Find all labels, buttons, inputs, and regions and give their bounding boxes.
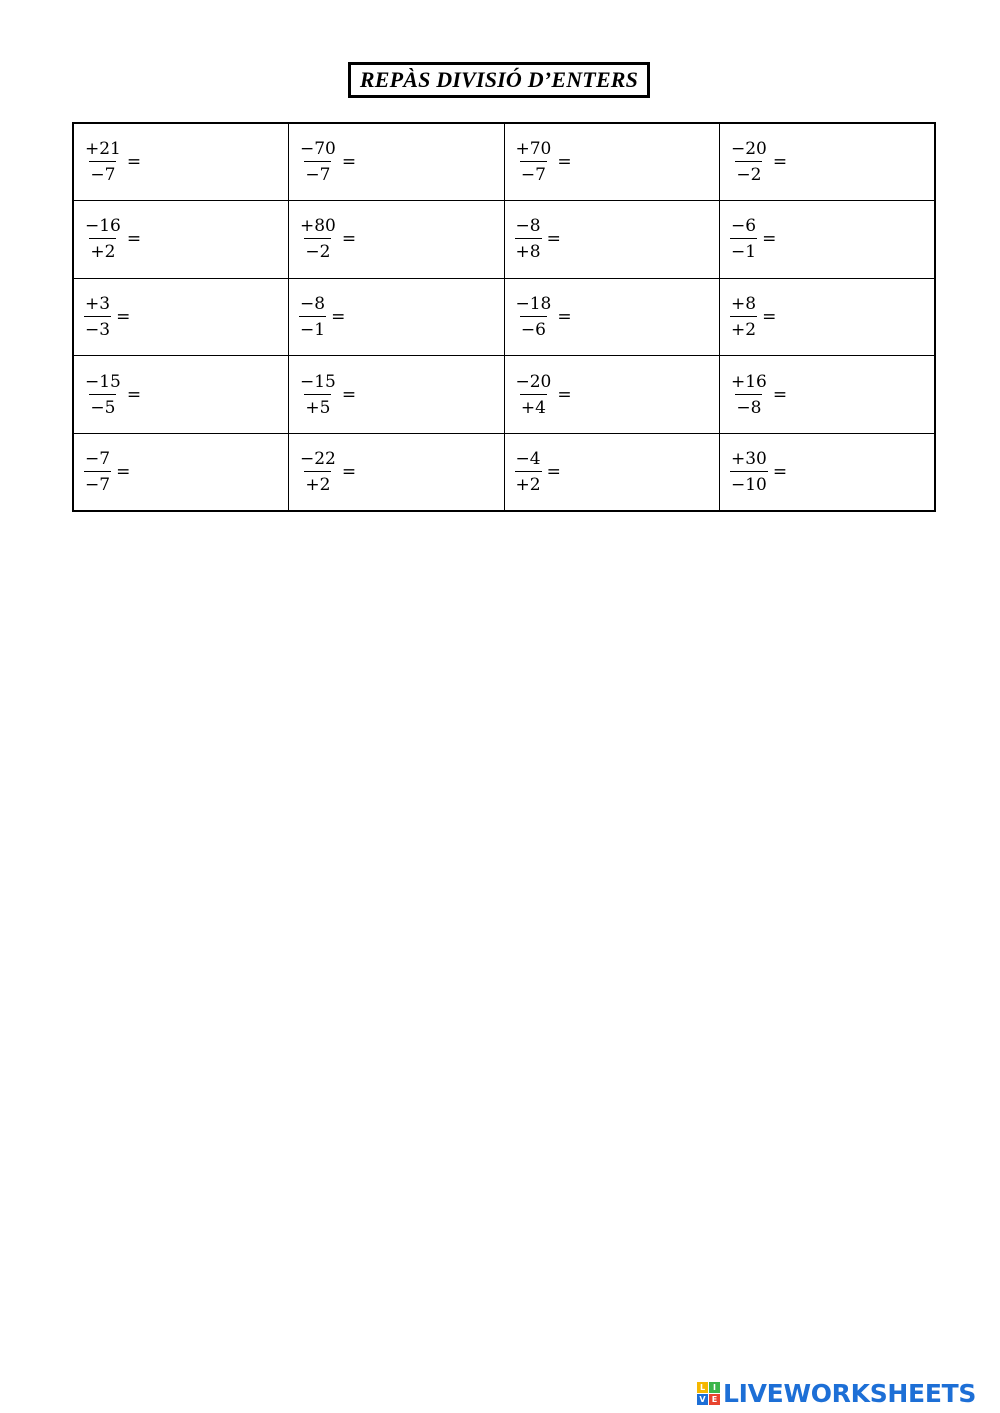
exercise-cell — [289, 201, 505, 279]
division-expression — [84, 449, 130, 495]
fraction — [515, 372, 553, 418]
fraction-denominator: −7 — [89, 161, 116, 185]
division-expression — [84, 216, 141, 262]
equals-sign: = — [546, 461, 561, 482]
exercise-cell — [73, 201, 289, 279]
equals-sign: = — [557, 152, 572, 173]
equals-sign: = — [772, 152, 788, 173]
fraction-numerator: −15 — [85, 371, 121, 392]
fraction — [730, 294, 757, 340]
fraction-denominator: +8 — [515, 238, 542, 262]
fraction-numerator: −8 — [300, 293, 326, 314]
fraction-numerator: +80 — [300, 216, 336, 237]
division-expression — [730, 216, 776, 262]
exercise-cell — [504, 278, 720, 356]
exercise-cell — [504, 356, 720, 434]
division-expression — [515, 449, 561, 495]
fraction — [84, 294, 111, 340]
exercise-cell — [289, 356, 505, 434]
fraction-numerator: +8 — [731, 293, 757, 314]
fraction-numerator: +3 — [85, 293, 111, 314]
exercise-cell — [73, 356, 289, 434]
equals-sign: = — [126, 229, 142, 250]
division-expression — [299, 294, 345, 340]
exercise-cell — [73, 433, 289, 511]
fraction-denominator: −6 — [520, 316, 547, 340]
exercise-cell — [289, 278, 505, 356]
fraction — [84, 449, 111, 495]
fraction-denominator: +5 — [304, 394, 331, 418]
fraction-numerator: −7 — [85, 448, 111, 469]
equals-sign: = — [772, 384, 788, 405]
liveworksheets-logo — [697, 1378, 976, 1408]
fraction — [515, 294, 553, 340]
fraction — [515, 216, 542, 262]
division-expression — [299, 216, 356, 262]
fraction-numerator: +30 — [731, 448, 767, 469]
worksheet-title: REPÀS DIVISIÓ D’ENTERS — [348, 62, 650, 98]
division-expression — [299, 372, 356, 418]
logo-mark-letter: V — [697, 1394, 708, 1405]
logo-mark-letter: L — [697, 1382, 708, 1393]
equals-sign: = — [546, 229, 561, 250]
fraction-denominator: −5 — [89, 394, 116, 418]
fraction — [84, 139, 122, 185]
equals-sign: = — [762, 229, 777, 250]
exercise-row — [73, 278, 935, 356]
exercise-row — [73, 433, 935, 511]
fraction — [299, 139, 337, 185]
equals-sign: = — [331, 306, 346, 327]
exercise-cell — [720, 356, 936, 434]
division-expression — [299, 139, 356, 185]
exercise-cell — [504, 433, 720, 511]
division-expression — [515, 216, 561, 262]
fraction — [84, 372, 122, 418]
division-expression — [730, 372, 787, 418]
fraction-numerator: −8 — [515, 216, 541, 237]
fraction-denominator: −7 — [84, 471, 111, 495]
exercise-table — [72, 122, 936, 512]
equals-sign: = — [341, 384, 357, 405]
exercise-cell — [289, 433, 505, 511]
fraction — [299, 294, 326, 340]
fraction-numerator: −20 — [515, 371, 552, 392]
fraction — [730, 449, 768, 495]
equals-sign: = — [341, 461, 357, 482]
fraction-numerator: −70 — [300, 139, 336, 160]
fraction — [299, 216, 337, 262]
equals-sign: = — [557, 306, 572, 327]
division-expression — [515, 372, 572, 418]
equals-sign: = — [116, 306, 131, 327]
fraction-numerator: +21 — [85, 139, 121, 160]
fraction — [730, 216, 757, 262]
fraction-numerator: −16 — [85, 216, 121, 237]
fraction — [299, 372, 337, 418]
equals-sign: = — [772, 461, 788, 482]
fraction-numerator: −6 — [731, 216, 757, 237]
fraction-numerator: −15 — [300, 371, 336, 392]
fraction-denominator: −3 — [84, 316, 111, 340]
logo-mark-letter: I — [709, 1382, 720, 1393]
fraction-denominator: +4 — [520, 394, 547, 418]
exercise-cell — [720, 201, 936, 279]
liveworksheets-logo-mark — [697, 1382, 720, 1405]
fraction-denominator: −7 — [304, 161, 331, 185]
division-expression — [84, 294, 130, 340]
exercise-cell — [720, 123, 936, 201]
exercise-cell — [504, 123, 720, 201]
equals-sign: = — [341, 229, 357, 250]
division-expression — [730, 449, 787, 495]
fraction-numerator: −4 — [515, 448, 541, 469]
exercise-cell — [504, 201, 720, 279]
fraction-denominator: −2 — [735, 161, 762, 185]
logo-mark-letter: E — [709, 1394, 720, 1405]
exercise-cell — [720, 433, 936, 511]
exercise-cell — [720, 278, 936, 356]
fraction — [299, 449, 337, 495]
fraction — [515, 139, 553, 185]
division-expression — [84, 372, 141, 418]
fraction-denominator: +2 — [304, 471, 331, 495]
fraction-denominator: −1 — [299, 316, 326, 340]
equals-sign: = — [762, 306, 777, 327]
exercise-cell — [289, 123, 505, 201]
fraction-numerator: −22 — [300, 448, 336, 469]
fraction — [730, 372, 768, 418]
division-expression — [515, 139, 572, 185]
fraction-denominator: +2 — [89, 238, 116, 262]
equals-sign: = — [557, 384, 572, 405]
fraction-denominator: −10 — [730, 471, 768, 495]
liveworksheets-logo-text: LIVEWORKSHEETS — [723, 1378, 977, 1408]
fraction-numerator: +70 — [515, 139, 552, 160]
fraction — [84, 216, 122, 262]
equals-sign: = — [126, 384, 142, 405]
division-expression — [299, 449, 356, 495]
division-expression — [730, 139, 787, 185]
fraction-numerator: +16 — [731, 371, 767, 392]
fraction-denominator: −8 — [735, 394, 762, 418]
fraction-denominator: +2 — [730, 316, 757, 340]
exercise-row — [73, 356, 935, 434]
equals-sign: = — [341, 152, 357, 173]
exercise-row — [73, 123, 935, 201]
fraction-denominator: −7 — [520, 161, 547, 185]
exercise-row — [73, 201, 935, 279]
division-expression — [515, 294, 572, 340]
exercise-cell — [73, 278, 289, 356]
fraction-numerator: −18 — [515, 293, 552, 314]
fraction — [515, 449, 542, 495]
division-expression — [730, 294, 776, 340]
fraction-denominator: −2 — [304, 238, 331, 262]
exercise-cell — [73, 123, 289, 201]
division-expression — [84, 139, 141, 185]
fraction — [730, 139, 768, 185]
equals-sign: = — [116, 461, 131, 482]
fraction-denominator: +2 — [515, 471, 542, 495]
equals-sign: = — [126, 152, 142, 173]
fraction-denominator: −1 — [730, 238, 757, 262]
fraction-numerator: −20 — [731, 139, 767, 160]
